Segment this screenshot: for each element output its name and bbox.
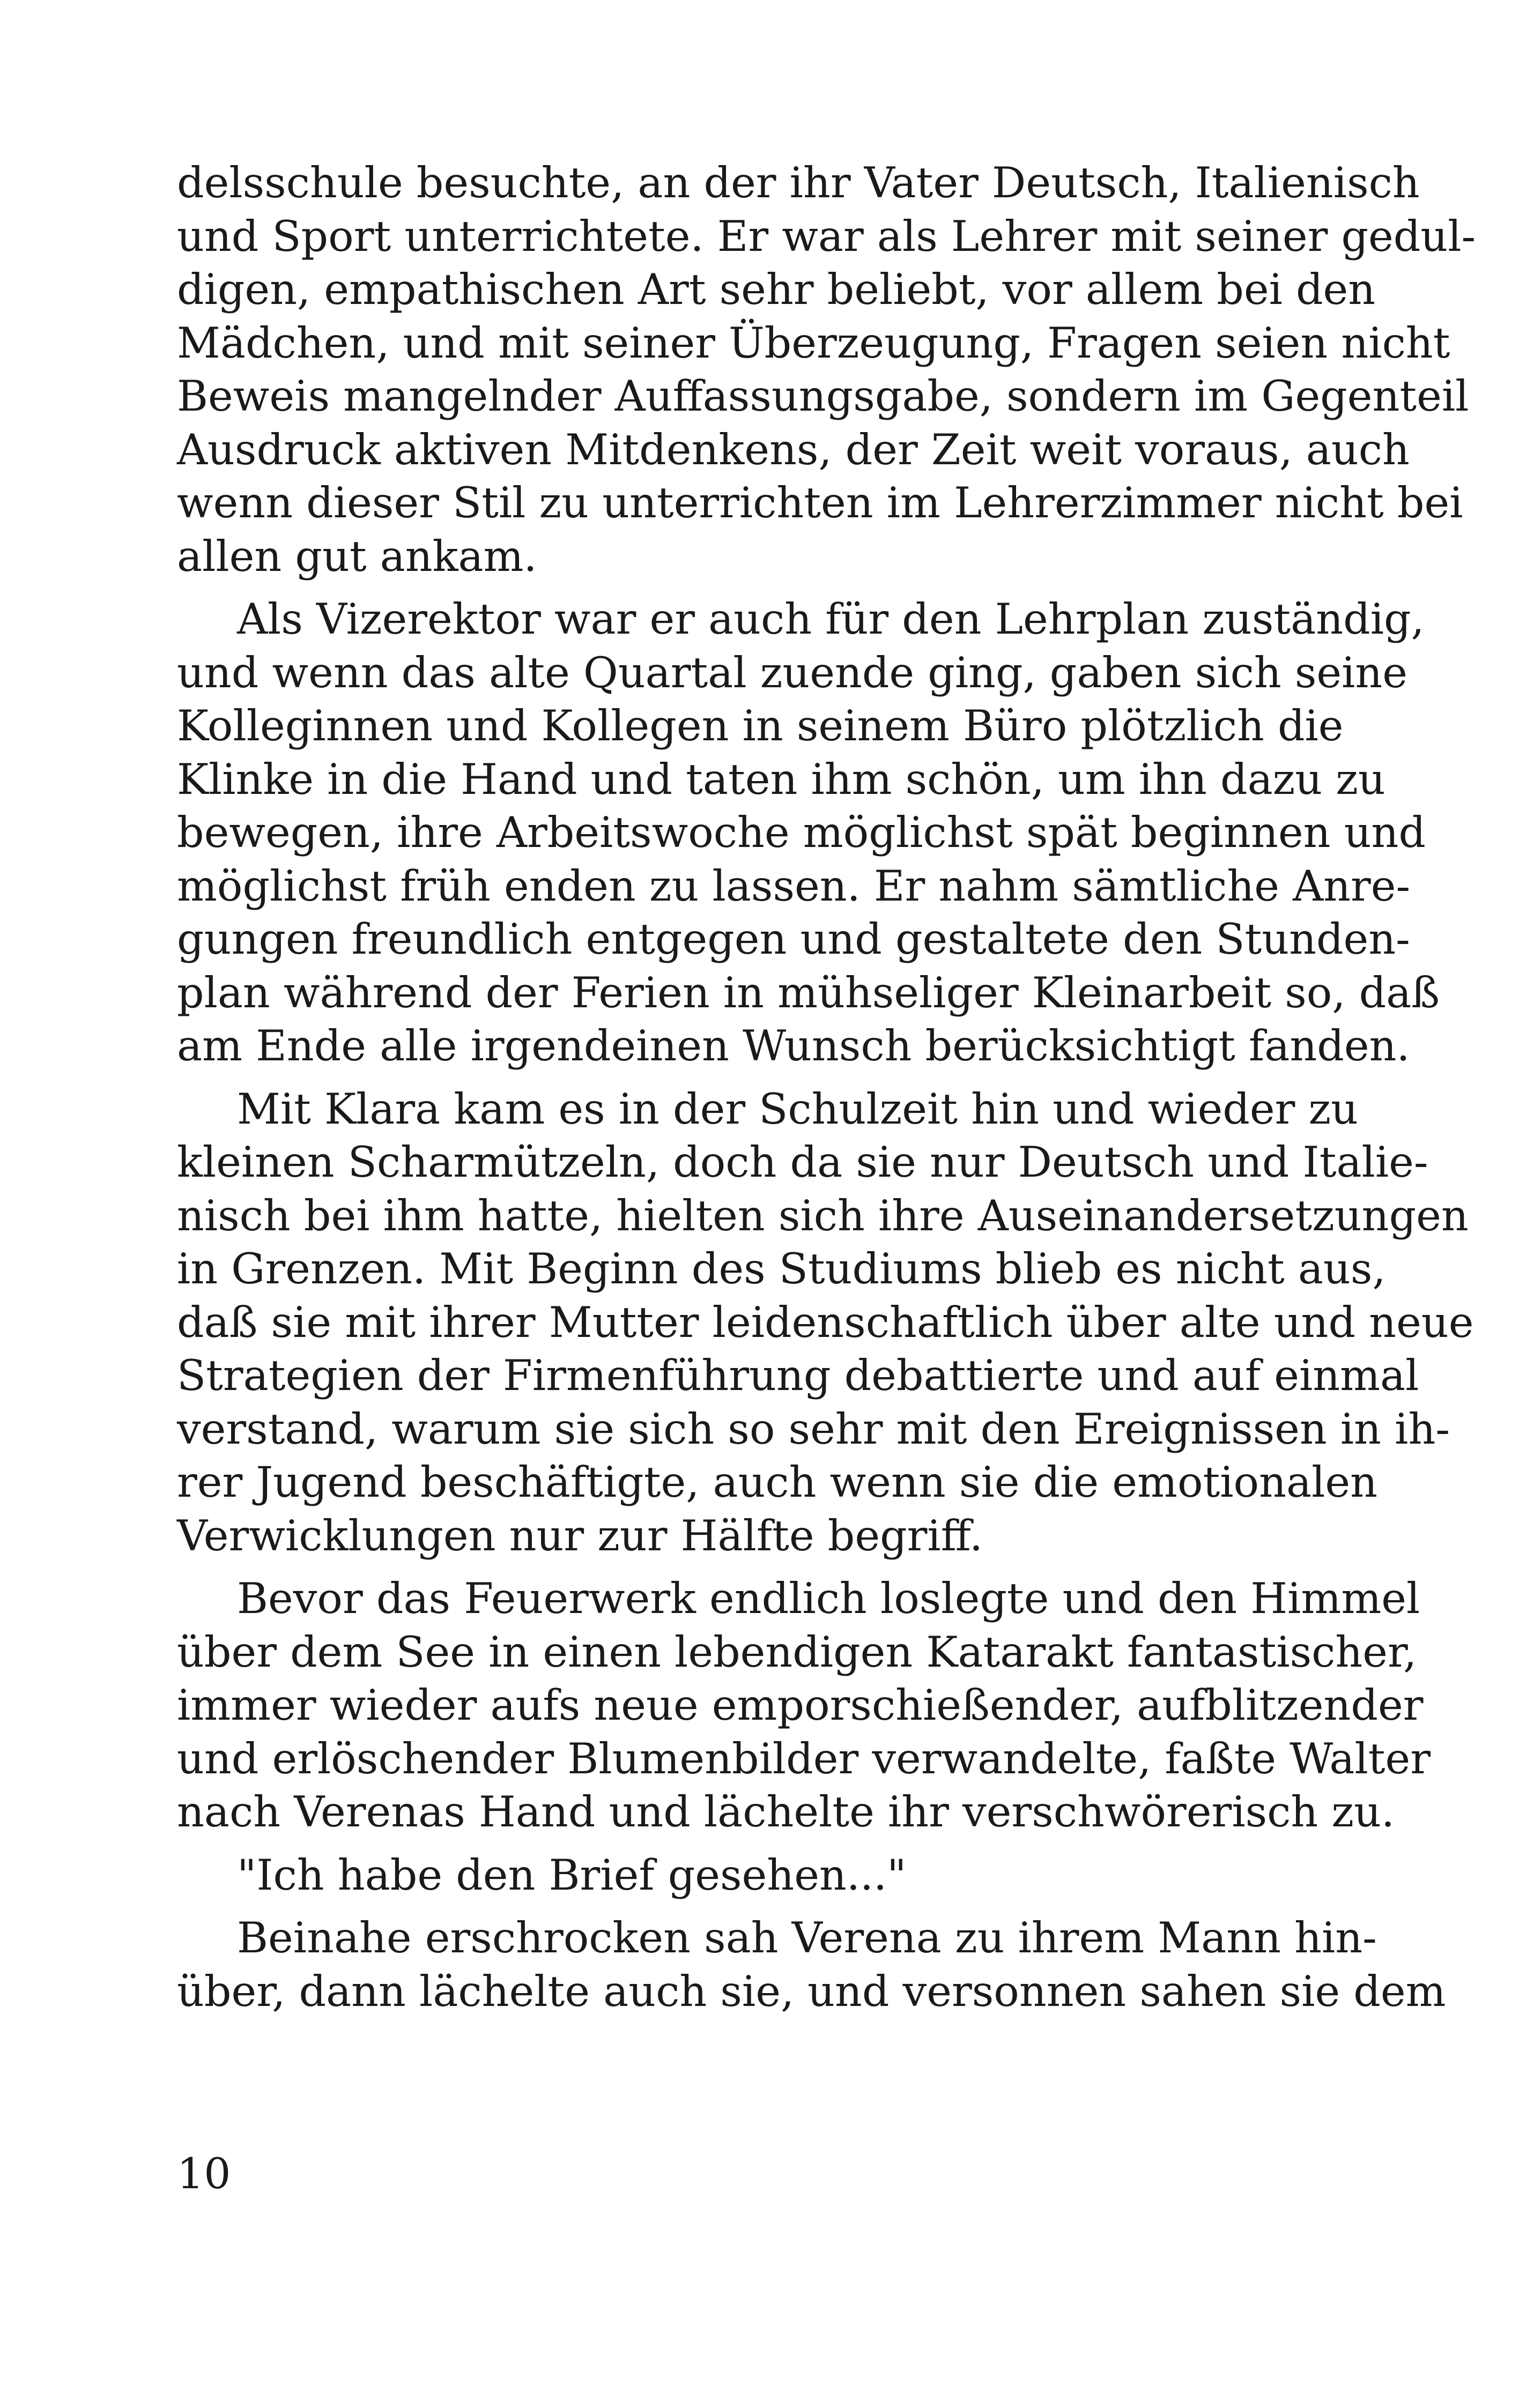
text-line: nisch bei ihm hatte, hielten sich ihre Auseinandersetzungen bbox=[177, 1191, 1469, 1240]
paragraph-5 bbox=[177, 1849, 1311, 1902]
text-line: allen gut ankam. bbox=[177, 531, 537, 581]
text-line: wenn dieser Stil zu unterrichten im Lehrerzimmer nicht bei bbox=[177, 478, 1463, 527]
text-line: immer wieder aufs neue emporschießender, aufblitzender bbox=[177, 1681, 1424, 1730]
text-line: verstand, warum sie sich so sehr mit den Ereignissen in ih- bbox=[177, 1404, 1450, 1454]
text-line: und erlöschender Blumenbilder verwandelte, faßte Walter bbox=[177, 1734, 1431, 1783]
text-line: delsschule besuchte, an der ihr Vater Deutsch, Italienisch bbox=[177, 158, 1420, 207]
text-line: kleinen Scharmützeln, doch da sie nur Deutsch und Italie- bbox=[177, 1138, 1428, 1187]
text-line: Verwicklungen nur zur Hälfte begriff. bbox=[177, 1511, 983, 1560]
text-line: am Ende alle irgendeinen Wunsch berücksichtigt fanden. bbox=[177, 1021, 1410, 1071]
text-line: Ausdruck aktiven Mitdenkens, der Zeit weit voraus, auch bbox=[177, 425, 1410, 474]
body-text bbox=[177, 157, 1476, 2028]
text-line: Kolleginnen und Kollegen in seinem Büro plötzlich die bbox=[177, 701, 1344, 750]
text-line: über dem See in einen lebendigen Katarakt fantastischer, bbox=[177, 1627, 1417, 1677]
text-line: bewegen, ihre Arbeitswoche möglichst spät beginnen und bbox=[177, 808, 1426, 857]
text-line: Mädchen, und mit seiner Überzeugung, Fragen seien nicht bbox=[177, 318, 1450, 368]
text-line: Bevor das Feuerwerk endlich loslegte und den Himmel bbox=[237, 1574, 1420, 1623]
text-line: plan während der Ferien in mühseliger Kleinarbeit so, daß bbox=[177, 968, 1440, 1017]
text-line: möglichst früh enden zu lassen. Er nahm sämtliche Anre- bbox=[177, 861, 1411, 911]
text-line: daß sie mit ihrer Mutter leidenschaftlich über alte und neue bbox=[177, 1297, 1474, 1347]
text-line: in Grenzen. Mit Beginn des Studiums blieb es nicht aus, bbox=[177, 1244, 1386, 1294]
text-line: Mit Klara kam es in der Schulzeit hin und wieder zu bbox=[237, 1084, 1359, 1134]
text-line: Klinke in die Hand und taten ihm schön, um ihn dazu zu bbox=[177, 754, 1385, 804]
text-line: rer Jugend beschäftigte, auch wenn sie die emotionalen bbox=[177, 1458, 1377, 1507]
text-line: und Sport unterrichtete. Er war als Lehrer mit seiner gedul- bbox=[177, 211, 1476, 261]
text-line: Strategien der Firmenführung debattierte und auf einmal bbox=[177, 1351, 1419, 1400]
text-line: digen, empathischen Art sehr beliebt, vor allem bei den bbox=[177, 265, 1376, 314]
text-line: Als Vizerektor war er auch für den Lehrplan zuständig, bbox=[237, 594, 1425, 644]
page-number: 10 bbox=[177, 2149, 231, 2198]
text-line: Beinahe erschrocken sah Verena zu ihrem Mann hin- bbox=[237, 1913, 1377, 1963]
paragraph-3 bbox=[177, 1083, 1474, 1563]
text-line: gungen freundlich entgegen und gestaltete den Stunden- bbox=[177, 915, 1410, 964]
text-line: "Ich habe den Brief gesehen..." bbox=[237, 1850, 907, 1900]
text-line: nach Verenas Hand und lächelte ihr verschwörerisch zu. bbox=[177, 1787, 1395, 1837]
paragraph-4 bbox=[177, 1572, 1431, 1839]
text-line: über, dann lächelte auch sie, und versonnen sahen sie dem bbox=[177, 1966, 1446, 2016]
paragraph-2 bbox=[177, 593, 1440, 1073]
paragraph-1 bbox=[177, 157, 1476, 583]
text-line: und wenn das alte Quartal zuende ging, gaben sich seine bbox=[177, 648, 1408, 697]
text-line: Beweis mangelnder Auffassungsgabe, sondern im Gegenteil bbox=[177, 371, 1469, 421]
paragraph-6 bbox=[177, 1912, 1446, 2018]
